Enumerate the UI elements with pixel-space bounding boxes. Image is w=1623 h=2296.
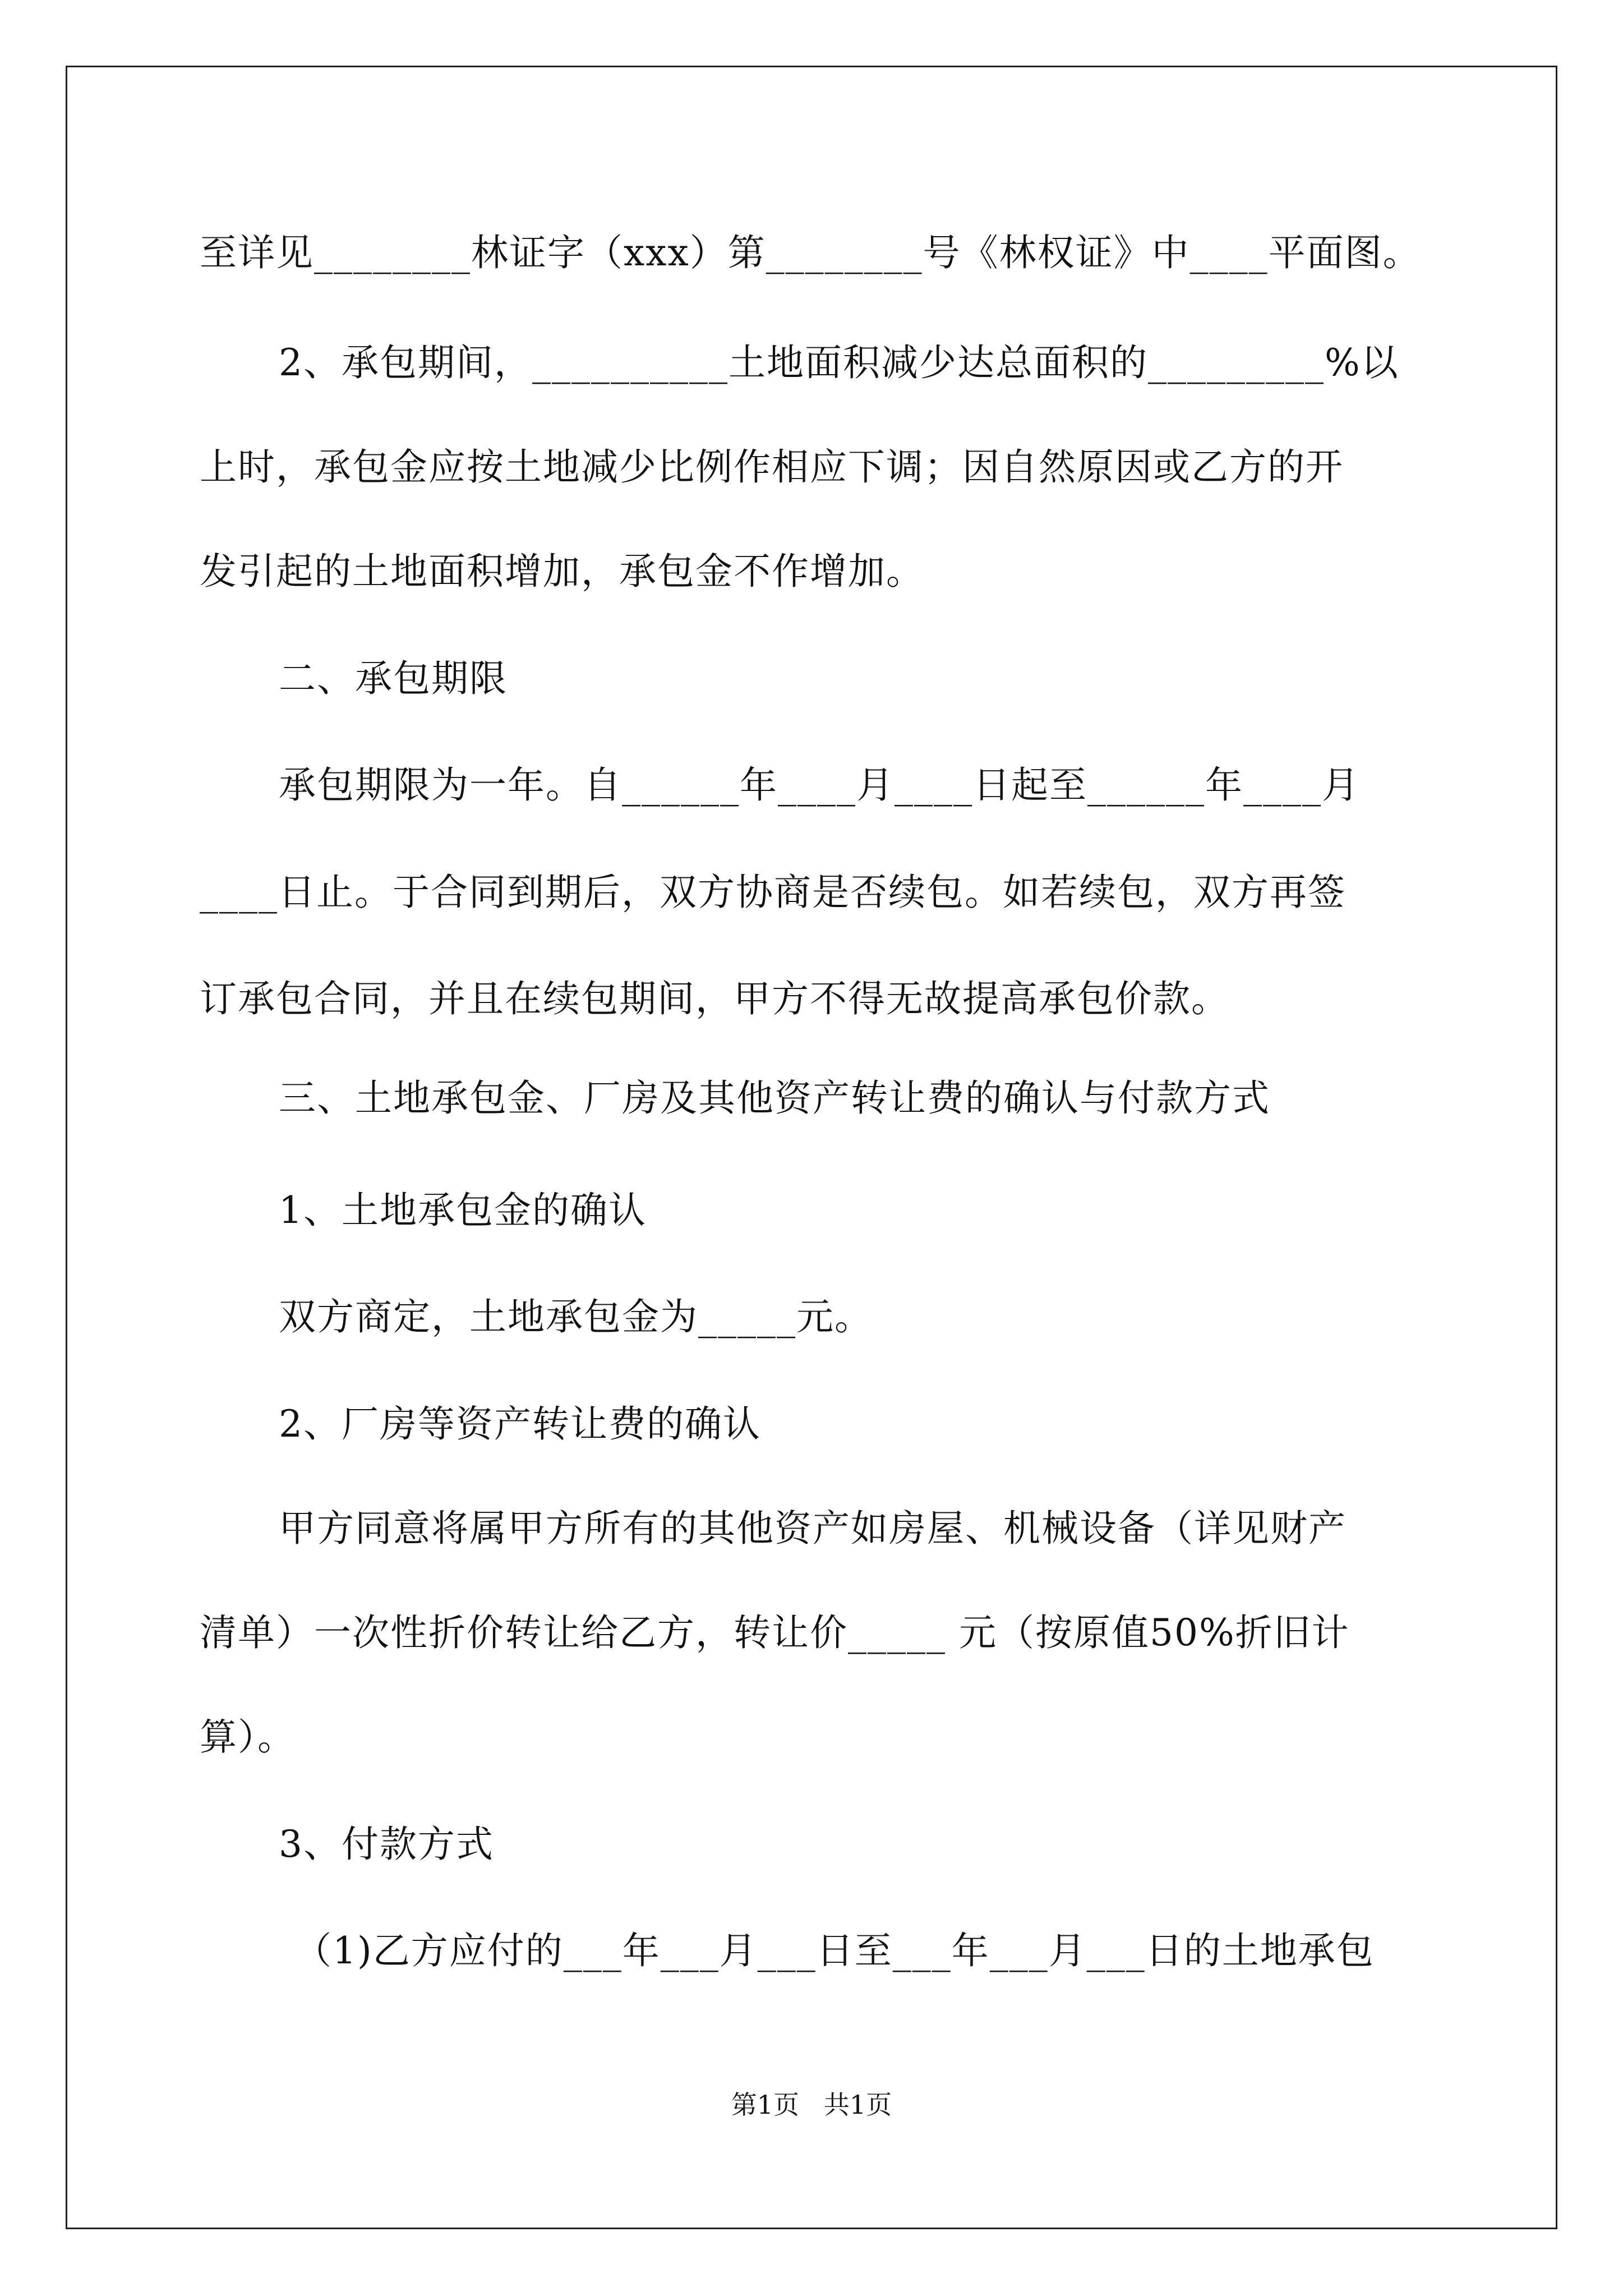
text-line-2: 2、承包期间，__________土地面积减少达总面积的_________%以 — [279, 341, 1399, 384]
subheading-1: 1、土地承包金的确认 — [279, 1189, 647, 1232]
text-line-4: 发引起的土地面积增加，承包金不作增加。 — [200, 550, 924, 593]
subheading-3: 3、付款方式 — [279, 1823, 494, 1866]
text-line-1: 至详见________林证字（xxx）第________号《林权证》中____平面图。 — [200, 231, 1421, 274]
text-line-7: ____日止。于合同到期后，双方协商是否续包。如若续包，双方再签 — [200, 871, 1346, 914]
section-heading-2: 二、承包期限 — [279, 657, 508, 700]
text-line-14: 清单）一次性折价转让给乙方，转让价_____ 元（按原值50%折旧计 — [200, 1611, 1350, 1654]
page-number-footer: 第1页 共1页 — [731, 2090, 892, 2120]
text-line-13: 甲方同意将属甲方所有的其他资产如房屋、机械设备（详见财产 — [279, 1507, 1347, 1550]
text-line-6: 承包期限为一年。自______年____月____日起至______年____月 — [279, 763, 1360, 807]
text-line-11: 双方商定，土地承包金为_____元。 — [279, 1295, 873, 1338]
text-line-8: 订承包合同，并且在续包期间，甲方不得无故提高承包价款。 — [200, 977, 1229, 1020]
page-border — [66, 66, 1557, 2229]
text-line-3: 上时，承包金应按土地减少比例作相应下调；因自然原因或乙方的开 — [200, 445, 1344, 489]
section-heading-3: 三、土地承包金、厂房及其他资产转让费的确认与付款方式 — [279, 1076, 1270, 1120]
text-line-17: （1)乙方应付的___年___月___日至___年___月___日的土地承包 — [294, 1929, 1375, 1972]
text-line-15: 算）。 — [200, 1715, 296, 1759]
subheading-2: 2、厂房等资产转让费的确认 — [279, 1402, 761, 1446]
